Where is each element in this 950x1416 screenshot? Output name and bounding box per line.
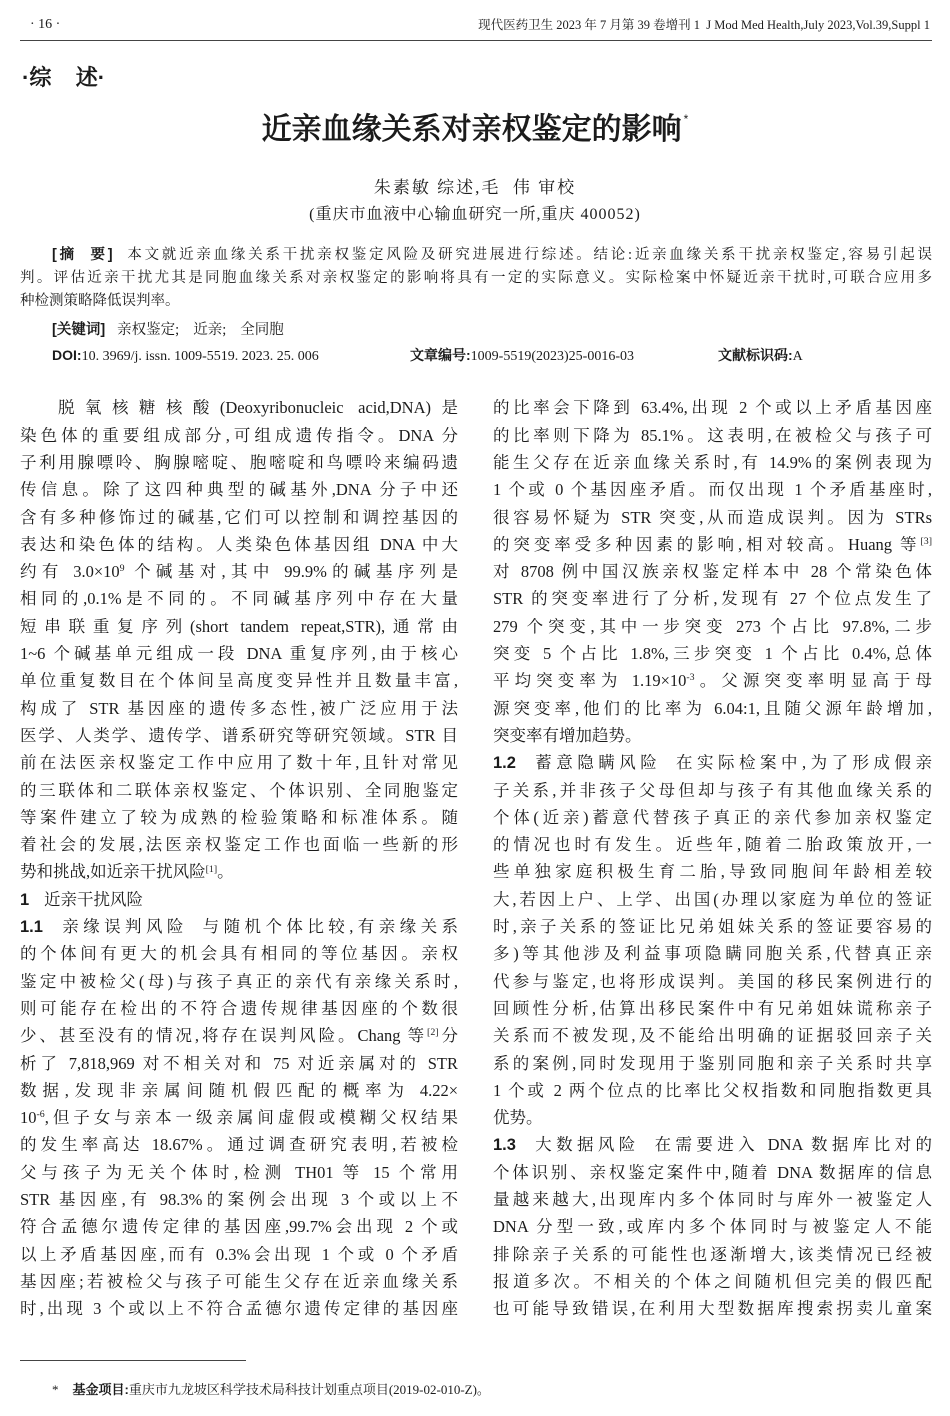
text-run: 数据,发现非亲属间随机假匹配的概率为 4.22× bbox=[20, 1080, 458, 1100]
section-number: 1.3 bbox=[493, 1136, 516, 1155]
text-line bbox=[20, 722, 458, 749]
section-title: 亲缘误判风险 bbox=[57, 918, 188, 937]
text-run: 的突变率受多种因素的影响,相对较高。Huang 等 bbox=[493, 534, 921, 554]
text-run: 着社会的发展,法医亲权鉴定工作也面临一些新的形 bbox=[20, 835, 458, 855]
text-line bbox=[493, 1213, 932, 1240]
text-line bbox=[20, 968, 458, 995]
text-line bbox=[493, 1159, 932, 1186]
superscript: -6 bbox=[36, 1109, 45, 1121]
text-run: 突变 5 个占比 1.8%,三步突变 1 个占比 0.4%,总体 bbox=[493, 644, 932, 664]
keywords-label: [关键词] bbox=[52, 322, 106, 338]
text-line bbox=[20, 558, 458, 585]
article-number-label: 文章编号: bbox=[410, 347, 471, 363]
text-run: 源突变率,他们的比率为 6.04:1,且随父源年龄增加, bbox=[493, 698, 932, 718]
text-line bbox=[20, 1159, 458, 1186]
text-line bbox=[493, 1104, 932, 1131]
section-number: 1 bbox=[20, 890, 30, 909]
keyword: 亲权鉴定; bbox=[117, 322, 180, 338]
text-line bbox=[493, 667, 932, 694]
text-run: 多)等其他涉及利益事项隐瞒同胞关系,代替真正亲 bbox=[493, 944, 932, 964]
text-run: 构成了 STR 基因座的遗传多态性,被广泛应用于法 bbox=[20, 698, 458, 718]
text-run: 时,出现 3 个或以上不符合孟德尔遗传定律的基因座 bbox=[20, 1299, 458, 1319]
abstract-text: 本文就近亲血缘关系干扰亲权鉴定风险及研究进展进行综述。结论:近亲血缘关系干扰亲权鉴定,容易引起误 bbox=[124, 246, 932, 263]
text-line bbox=[20, 613, 458, 640]
text-run: 1~6 个碱基单元组成一段 DNA 重复序列,由于核心 bbox=[20, 644, 458, 664]
text-line bbox=[20, 995, 458, 1022]
article-title bbox=[0, 112, 950, 153]
text-run: 则可能存在检出的不符合遗传规律基因座的个数很 bbox=[20, 998, 458, 1018]
text-line bbox=[493, 422, 932, 449]
text-line bbox=[493, 1241, 932, 1268]
text-run: 时,亲子关系的签证比兄弟姐妹关系的签证要容易的 bbox=[493, 917, 932, 937]
section-title: 近亲干扰风险 bbox=[44, 890, 144, 909]
footnote-rule bbox=[20, 1360, 246, 1361]
text-line bbox=[20, 1077, 458, 1104]
text-line bbox=[20, 1131, 458, 1158]
text-line bbox=[493, 940, 932, 967]
superscript: -3 bbox=[686, 672, 695, 684]
document-code-label: 文献标识码: bbox=[718, 347, 793, 363]
keywords bbox=[52, 319, 298, 341]
body-paragraph bbox=[20, 394, 458, 885]
text-run: 的个体间有更大的机会具有相同的等位基因。亲权 bbox=[20, 944, 458, 964]
text-run: 约有 3.0×10 bbox=[20, 562, 120, 582]
text-line bbox=[20, 1241, 458, 1268]
text-run: DNA 分型一致,或库内多个体同时与被鉴定人不能 bbox=[493, 1217, 932, 1237]
body-column-left bbox=[20, 394, 458, 1322]
text-run: 子关系,并非孩子父母但却与孩子有其他血缘关系的 bbox=[493, 780, 932, 800]
text-run: 些单独家庭积极生育二胎,导致同胞间年龄相差较 bbox=[493, 862, 932, 882]
text-line bbox=[20, 1268, 458, 1295]
text-run: 10 bbox=[20, 1108, 37, 1128]
document-code bbox=[718, 344, 803, 368]
text-run: 关系而不被发现,及不能给出明确的证据驳回亲子关 bbox=[493, 1026, 932, 1046]
text-line bbox=[20, 394, 458, 421]
text-line bbox=[20, 1050, 458, 1077]
text-line bbox=[20, 940, 458, 967]
text-line bbox=[493, 1268, 932, 1295]
citation-ref: [2] bbox=[427, 1027, 439, 1039]
text-run: 突变率有增加趋势。 bbox=[493, 725, 642, 745]
text-run: 也可能导致错误,在利用大型数据库搜索拐卖儿童案 bbox=[493, 1299, 932, 1319]
doi-value: 10. 3969/j. issn. 1009-5519. 2023. 25. 006 bbox=[81, 349, 319, 364]
text-run: 基因座;若被检父与孩子可能生父存在近亲血缘关系 bbox=[20, 1271, 458, 1291]
text-run: 染色体的重要组成部分,可组成遗传指令。DNA 分 bbox=[20, 425, 458, 445]
abstract-label: [摘 要] bbox=[52, 246, 113, 263]
text-line bbox=[493, 449, 932, 476]
text-line bbox=[20, 804, 458, 831]
abstract-line bbox=[20, 267, 932, 290]
text-line bbox=[493, 585, 932, 612]
footnote-text: 重庆市九龙坡区科学技术局科技计划重点项目(2019-02-010-Z)。 bbox=[128, 1382, 490, 1397]
text-run: 医学、人类学、遗传学、谱系研究等研究领域。STR 目 bbox=[20, 725, 458, 745]
superscript: 9 bbox=[119, 563, 125, 575]
text-line bbox=[493, 531, 932, 558]
text-line bbox=[20, 913, 458, 940]
abstract-text: 种检测策略降低误判率。 bbox=[20, 292, 180, 309]
text-run: 父与孩子为无关个体时,检测 TH01 等 15 个常用 bbox=[20, 1162, 458, 1182]
abstract bbox=[20, 244, 932, 313]
footnote-label: 基金项目: bbox=[72, 1382, 129, 1397]
journal-citation: 现代医药卫生 2023 年 7 月第 39 卷增刊 1 J Mod Med Health,July 2023,Vol.39,Suppl 1 bbox=[478, 18, 930, 32]
text-run: 很容易怀疑为 STR 突变,从而造成误判。因为 STRs bbox=[493, 507, 932, 527]
text-run: 的发生率高达 18.67%。通过调查研究表明,若被检 bbox=[20, 1135, 458, 1155]
body-paragraph bbox=[493, 394, 932, 749]
text-line bbox=[493, 749, 932, 776]
text-line bbox=[493, 394, 932, 421]
section-title: 大数据风险 bbox=[530, 1136, 640, 1155]
article-number bbox=[410, 344, 634, 368]
text-line bbox=[493, 695, 932, 722]
footnote bbox=[52, 1381, 490, 1399]
text-run: 优势。 bbox=[493, 1108, 543, 1128]
text-line bbox=[493, 1077, 932, 1104]
section-title: 蓄意隐瞒风险 bbox=[530, 754, 662, 773]
title-footnote-mark: * bbox=[683, 112, 689, 126]
text-run: 表达和染色体的结构。人类染色体基因组 DNA 中大 bbox=[20, 534, 458, 554]
section-number: 1.1 bbox=[20, 918, 43, 937]
text-line bbox=[20, 886, 458, 913]
text-run: 短串联重复序列(short tandem repeat,STR),通常由 bbox=[20, 616, 458, 636]
text-run: 脱氧核糖核酸(Deoxyribonucleic acid,DNA)是 bbox=[58, 398, 458, 418]
text-run: 含有多种修饰过的碱基,它们可以控制和调控基因的 bbox=[20, 507, 458, 527]
text-run: 的比率会下降到 63.4%,出现 2 个或以上矛盾基因座 bbox=[493, 398, 932, 418]
text-run: 等案件建立了较为成熟的检验策略和标准体系。随 bbox=[20, 807, 458, 827]
text-run: 对 8708 例中国汉族亲权鉴定样本中 28 个常染色体 bbox=[493, 562, 932, 582]
text-line bbox=[20, 667, 458, 694]
text-line bbox=[20, 695, 458, 722]
authors: 朱素敏 综述,毛 伟 审校 bbox=[373, 178, 577, 197]
text-line bbox=[20, 531, 458, 558]
text-line bbox=[493, 831, 932, 858]
text-run: ,但子女与亲本一级亲属间虚假或模糊父权结果 bbox=[44, 1108, 458, 1128]
text-run: 在实际检案中,为了形成假亲 bbox=[676, 753, 933, 773]
text-line bbox=[20, 449, 458, 476]
text-line bbox=[20, 831, 458, 858]
text-run: 在需要进入 DNA 数据库比对的 bbox=[654, 1135, 933, 1155]
text-run: 前在法医亲权鉴定工作中应用了数十年,且针对常见 bbox=[20, 753, 458, 773]
text-run: 析了 7,818,969 对不相关对和 75 对近亲属对的 STR bbox=[20, 1053, 458, 1073]
text-line bbox=[20, 476, 458, 503]
text-line bbox=[20, 1186, 458, 1213]
doi bbox=[52, 344, 319, 368]
text-run: 势和挑战,如近亲干扰风险 bbox=[20, 862, 206, 882]
text-line bbox=[493, 613, 932, 640]
body-paragraph bbox=[493, 1131, 932, 1322]
text-line bbox=[20, 504, 458, 531]
section-heading bbox=[20, 886, 458, 913]
text-run: 符合孟德尔遗传定律的基因座,99.7%会出现 2 个或 bbox=[20, 1217, 458, 1237]
text-line bbox=[20, 585, 458, 612]
text-run: 279 个突变,其中一步突变 273 个占比 97.8%,二步 bbox=[493, 616, 932, 636]
text-line bbox=[493, 1050, 932, 1077]
text-run: 分 bbox=[438, 1026, 458, 1046]
citation-ref: [1] bbox=[205, 863, 218, 875]
text-line bbox=[493, 1186, 932, 1213]
text-run: 子利用腺嘌呤、胸腺嘧啶、胞嘧啶和鸟嘌呤来编码遗 bbox=[20, 452, 458, 472]
body-paragraph bbox=[493, 749, 932, 1131]
text-run: 大,若因上户、上学、出国(办理以家庭为单位的签证 bbox=[493, 889, 932, 909]
text-line bbox=[493, 722, 932, 749]
text-run: 1 个或 2 两个位点的比率比父权指数和同胞指数更具 bbox=[493, 1080, 932, 1100]
title-text: 近亲血缘关系对亲权鉴定的影响 bbox=[261, 113, 682, 146]
text-run: 鉴定中被检父(母)与孩子真正的亲代有亲缘关系时, bbox=[20, 971, 458, 991]
text-run: 能生父存在近亲血缘关系时,有 14.9%的案例表现为 bbox=[493, 452, 932, 472]
text-line bbox=[493, 913, 932, 940]
text-run: 排除亲子关系的可能性也逐渐增大,该类情况已经被 bbox=[493, 1244, 932, 1264]
text-line bbox=[20, 749, 458, 776]
section-number: 1.2 bbox=[493, 754, 516, 773]
text-run: 的比率则下降为 85.1%。这表明,在被检父与孩子可 bbox=[493, 425, 932, 445]
text-line bbox=[493, 1295, 932, 1322]
text-run: 的三联体和二联体亲权鉴定、个体识别、全同胞鉴定 bbox=[20, 780, 458, 800]
body-column-right bbox=[493, 394, 932, 1322]
text-line bbox=[493, 995, 932, 1022]
text-run: 少、甚至没有的情况,将存在误判风险。Chang 等 bbox=[20, 1026, 428, 1046]
text-run: 单位重复数目在个体间呈高度变异性并且数量丰富, bbox=[20, 671, 458, 691]
text-line bbox=[20, 858, 458, 885]
text-line bbox=[493, 640, 932, 667]
page-number: · 16 · bbox=[30, 17, 61, 32]
text-run: 量越来越大,出现库内多个体同时与库外一被鉴定人 bbox=[493, 1190, 932, 1209]
text-run: 个碱基对,其中 99.9%的碱基序列是 bbox=[124, 562, 458, 582]
text-run: 个体识别、亲权鉴定案件中,随着 DNA 数据库的信息 bbox=[493, 1162, 932, 1182]
body-paragraph bbox=[20, 913, 458, 1322]
text-line bbox=[493, 886, 932, 913]
text-line bbox=[20, 1213, 458, 1240]
footnote-mark: * bbox=[52, 1382, 59, 1397]
text-run: 系的案例,同时发现用于鉴别同胞和亲子关系时共享 bbox=[493, 1053, 932, 1073]
text-run: STR 的突变率进行了分析,发现有 27 个位点发生了 bbox=[493, 589, 932, 609]
text-line bbox=[20, 1295, 458, 1322]
abstract-line bbox=[20, 244, 932, 267]
text-line bbox=[493, 968, 932, 995]
text-line bbox=[20, 422, 458, 449]
text-line bbox=[20, 1022, 458, 1049]
header-rule bbox=[20, 40, 932, 41]
text-line bbox=[493, 558, 932, 585]
text-line bbox=[493, 1022, 932, 1049]
text-run: 。父源突变率明显高于母 bbox=[694, 671, 932, 691]
text-run: 传信息。除了这四种典型的碱基外,DNA 分子中还 bbox=[20, 480, 458, 500]
keyword: 全同胞 bbox=[240, 322, 284, 338]
text-run: 与随机个体比较,有亲缘关系 bbox=[202, 917, 459, 937]
text-run: 。 bbox=[217, 862, 234, 882]
text-run: 个体(近亲)蓄意代替孩子真正的亲代参加亲权鉴定 bbox=[493, 807, 932, 827]
text-line bbox=[20, 777, 458, 804]
text-run: 回顾性分析,估算出移民案件中有兄弟姐妹谎称亲子 bbox=[493, 998, 932, 1018]
text-line bbox=[20, 640, 458, 667]
text-line bbox=[493, 504, 932, 531]
abstract-line bbox=[20, 290, 932, 313]
text-run: 相同的,0.1%是不同的。不同碱基序列中存在大量 bbox=[20, 589, 458, 609]
text-line bbox=[493, 777, 932, 804]
text-line bbox=[493, 804, 932, 831]
text-run: 的情况也时有发生。近些年,随着二胎政策放开,一 bbox=[493, 835, 932, 855]
text-run: 平均突变率为 1.19×10 bbox=[493, 671, 687, 691]
keyword: 近亲; bbox=[193, 322, 227, 338]
text-run: STR 基因座,有 98.3%的案例会出现 3 个或以上不 bbox=[20, 1190, 458, 1209]
text-line bbox=[493, 476, 932, 503]
text-run: 报道多次。不相关的个体之间随机但完美的假匹配 bbox=[493, 1271, 932, 1291]
abstract-text: 判。评估近亲干扰尤其是同胞血缘关系对亲权鉴定的影响将具有一定的实际意义。实际检案中怀疑近亲干扰时,可联合应用多 bbox=[20, 269, 932, 286]
text-line bbox=[20, 1104, 458, 1131]
document-code-value: A bbox=[792, 349, 803, 364]
citation-ref: [3] bbox=[920, 535, 932, 547]
text-line bbox=[493, 858, 932, 885]
article-number-value: 1009-5519(2023)25-0016-03 bbox=[470, 349, 634, 364]
section-tag: ·综 述· bbox=[22, 65, 106, 90]
text-run: 代参与鉴定,也将形成误判。美国的移民案例进行的 bbox=[493, 971, 932, 991]
text-run: 1 个或 0 个基因座矛盾。而仅出现 1 个矛盾基座时, bbox=[493, 480, 932, 500]
affiliation: (重庆市血液中心输血研究一所,重庆 400052) bbox=[309, 206, 641, 223]
text-run: 以上矛盾基因座,而有 0.3%会出现 1 个或 0 个矛盾 bbox=[20, 1244, 458, 1264]
text-line bbox=[493, 1131, 932, 1158]
doi-label: DOI: bbox=[52, 347, 82, 363]
